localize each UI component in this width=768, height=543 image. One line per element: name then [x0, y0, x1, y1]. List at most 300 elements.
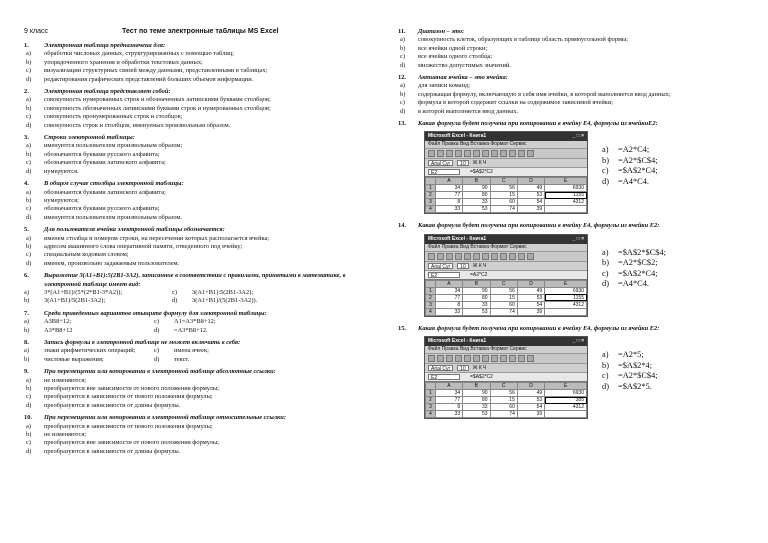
- right-column: [398, 0, 746, 427]
- option-text: обработки числовых данных, структурированных с помощью таблиц;: [44, 50, 234, 58]
- question-heading: [398, 325, 746, 333]
- grid-row: [426, 199, 587, 206]
- question-8: [24, 339, 376, 364]
- answer-option: [24, 159, 376, 167]
- option-text: =A2*$C$4;: [618, 155, 658, 165]
- question: [24, 368, 376, 410]
- row-header: 4: [426, 308, 436, 315]
- question: [24, 88, 376, 130]
- question-text: Электронная таблица предназначена для:: [44, 42, 166, 49]
- answer-option: [602, 156, 658, 167]
- option-letter: d): [400, 61, 406, 69]
- option-text: текст.: [174, 355, 190, 363]
- excel-grid: [425, 382, 587, 418]
- grid-cell: 53: [463, 206, 490, 213]
- column-header: E: [545, 178, 587, 185]
- option-letter: d): [602, 381, 609, 391]
- option-letter: b): [24, 326, 30, 334]
- question-number: 12.: [398, 74, 406, 82]
- window-controls-icon: _ □ ×: [572, 133, 584, 140]
- grid-cell: 74: [490, 308, 517, 315]
- toolbar-button-icon: [500, 355, 507, 362]
- answer-option: [24, 377, 376, 385]
- question: [398, 74, 746, 116]
- question-6: [24, 272, 376, 306]
- answer-option: [602, 258, 666, 269]
- answer-option: [24, 197, 376, 205]
- question-number: 9.: [24, 368, 29, 376]
- option-letter: a): [26, 422, 31, 430]
- column-header-row: [426, 383, 587, 390]
- cell-reference-box: E2: [428, 272, 460, 278]
- answer-option: [24, 235, 376, 243]
- answer-option: [24, 243, 376, 251]
- excel-window: [424, 131, 588, 214]
- option-text: =$A$2*C4;: [618, 166, 658, 176]
- answer-option: [602, 177, 658, 188]
- option-letter: a): [26, 96, 31, 104]
- excel-illustration: [398, 234, 746, 317]
- grid-cell: 80: [463, 192, 490, 199]
- grid-cell: 90: [463, 185, 490, 192]
- option-text: в которой выполняется ввод данных.: [418, 107, 519, 115]
- grid-cell: 33: [435, 206, 462, 213]
- question-number: 3.: [24, 134, 29, 142]
- answer-option: [24, 189, 376, 197]
- question-heading: [24, 339, 376, 347]
- option-text: адресом машинного слова оперативной памяти, отведенного под ячейку;: [44, 242, 243, 250]
- answer-option: [24, 76, 376, 84]
- excel-title: Microsoft Excel - Книга1: [428, 133, 487, 140]
- option-letter: d): [26, 75, 32, 83]
- answer-option: [398, 91, 746, 99]
- option-text: обозначаются буквами русского алфавита;: [44, 150, 160, 158]
- grid-cell: 74: [490, 206, 517, 213]
- corner-cell: [426, 280, 436, 287]
- toolbar-button-icon: [500, 150, 507, 157]
- grid-cell: 53: [517, 192, 544, 199]
- column-header: A: [435, 178, 462, 185]
- grid-cell: 34: [435, 390, 462, 397]
- grid-row: [426, 206, 587, 213]
- grid-cell: 33: [463, 404, 490, 411]
- grid-cell: 15: [490, 294, 517, 301]
- excel-format-bar: [425, 159, 587, 168]
- bold-italic-underline-icon: Ж К Ч: [472, 160, 487, 167]
- option-text: редактирования графических представлений больших объемов информации.: [44, 75, 254, 83]
- option-letter: c): [172, 288, 177, 296]
- grid-cell: 1155: [545, 192, 587, 199]
- option-text: специальным кодовым словом;: [44, 251, 129, 259]
- column-header: E: [545, 383, 587, 390]
- grid-cell: 6930: [545, 287, 587, 294]
- option-letter: b): [26, 196, 32, 204]
- font-size-field: 10: [457, 263, 469, 269]
- excel-title: Microsoft Excel - Книга1: [428, 338, 487, 345]
- toolbar-button-icon: [428, 150, 435, 157]
- answer-grid: [24, 318, 376, 335]
- option-letter: d): [154, 355, 160, 363]
- column-header: A: [435, 280, 462, 287]
- excel-formula-bar: [425, 168, 587, 177]
- option-text: 3*(A1+B1)/(5*(2*B1-3*A2));: [44, 288, 123, 296]
- option-letter: d): [172, 297, 178, 305]
- grid-cell: [545, 411, 587, 418]
- option-text: обозначаются буквами латинского алфавита;: [44, 188, 166, 196]
- grid-cell: 80: [463, 397, 490, 404]
- option-letter: a): [24, 288, 29, 296]
- toolbar-button-icon: [473, 355, 480, 362]
- option-text: =$A$2*5.: [618, 381, 652, 391]
- answer-option: [398, 45, 746, 53]
- answer-option: [398, 36, 746, 44]
- answer-option: [602, 279, 666, 290]
- question-text: Выражение 3(A1+B1):5(2B1-3A2), записанное в соответствии с правилами, принятыми в математике, в электронной таблице имеет вид:: [44, 272, 346, 288]
- answer-option: [24, 113, 376, 121]
- option-text: формула в которой содержит ссылки на содержимое зависимой ячейки;: [418, 99, 614, 107]
- bold-italic-underline-icon: Ж К Ч: [472, 262, 487, 269]
- option-text: именем, произвольно задаваемым пользователем.: [44, 259, 180, 267]
- excel-titlebar: [425, 235, 587, 244]
- grid-cell: [545, 206, 587, 213]
- grid-cell: 385: [545, 397, 587, 404]
- font-name-field: Arial Cyr: [428, 160, 453, 166]
- grid-cell: 60: [490, 199, 517, 206]
- option-text: 3(A1+B1)/(5(2B1-3A2)).: [192, 297, 258, 305]
- option-letter: c): [602, 268, 609, 278]
- option-letter: c): [26, 159, 31, 167]
- toolbar-button-icon: [437, 355, 444, 362]
- option-text: числовые выражения;: [44, 355, 104, 363]
- toolbar-button-icon: [509, 355, 516, 362]
- column-header-row: [426, 280, 587, 287]
- option-text: преобразуются вне зависимости от нового положения формулы;: [44, 439, 219, 447]
- toolbar-button-icon: [446, 253, 453, 260]
- grid-cell: 56: [490, 287, 517, 294]
- toolbar-button-icon: [464, 253, 471, 260]
- option-text: 3(A1+B1):5(2B1-3A2);: [192, 288, 254, 296]
- excel-grid: [425, 177, 587, 213]
- excel-window: [424, 234, 588, 317]
- column-header: C: [490, 178, 517, 185]
- question-heading: [24, 414, 376, 422]
- option-text: не изменяются;: [44, 431, 87, 439]
- toolbar-button-icon: [473, 253, 480, 260]
- toolbar-button-icon: [428, 253, 435, 260]
- option-text: визуализации структурных связей между данными, представленными в таблицах;: [44, 67, 268, 75]
- answer-option: [398, 108, 746, 116]
- toolbar-button-icon: [482, 150, 489, 157]
- option-letter: b): [26, 150, 32, 158]
- option-letter: d): [602, 279, 609, 289]
- answer-option: [602, 269, 666, 280]
- answer-option: [602, 145, 658, 156]
- answer-option: [24, 122, 376, 130]
- grid-cell: 33: [435, 411, 462, 418]
- font-size-field: 10: [457, 160, 469, 166]
- option-text: множество допустимых значений.: [418, 61, 511, 69]
- answer-option: [24, 142, 376, 150]
- option-letter: c): [26, 205, 31, 213]
- answer-option: [24, 50, 376, 58]
- grid-row: [426, 397, 587, 404]
- grid-cell: 80: [463, 294, 490, 301]
- toolbar-button-icon: [482, 355, 489, 362]
- excel-menu-bar: Файл Правка Вид Вставка Формат Сервис: [425, 346, 587, 354]
- option-letter: b): [26, 242, 32, 250]
- grid-row: [426, 301, 587, 308]
- question-heading: [398, 120, 746, 128]
- question-number: 1.: [24, 42, 29, 49]
- option-letter: c): [26, 113, 31, 121]
- option-letter: a): [400, 36, 405, 44]
- excel-formula-bar: [425, 373, 587, 382]
- formula-text: =A2*C2: [470, 271, 488, 278]
- option-letter: b): [24, 297, 30, 305]
- toolbar-button-icon: [491, 253, 498, 260]
- option-letter: c): [26, 67, 31, 75]
- excel-titlebar: [425, 337, 587, 346]
- answer-option: [24, 105, 376, 113]
- row-header: 3: [426, 301, 436, 308]
- option-text: имена ячеек;: [174, 347, 209, 355]
- option-text: =A4*C4.: [618, 176, 650, 186]
- column-header: E: [545, 280, 587, 287]
- option-letter: a): [602, 350, 609, 360]
- question-heading: [24, 180, 376, 188]
- option-letter: b): [602, 155, 609, 165]
- option-text: содержащая формулу, включающую в себя имя ячейки, в которой выполняется ввод данных;: [418, 90, 671, 98]
- question-heading: [24, 226, 376, 234]
- excel-toolbar: [425, 354, 587, 364]
- window-controls-icon: _ □ ×: [572, 338, 584, 345]
- column-header: B: [463, 280, 490, 287]
- grid-row: [426, 390, 587, 397]
- option-letter: d): [26, 401, 32, 409]
- row-header: 2: [426, 294, 436, 301]
- toolbar-button-icon: [446, 150, 453, 157]
- grid-cell: 77: [435, 397, 462, 404]
- excel-format-bar: [425, 364, 587, 373]
- grid-row: [426, 404, 587, 411]
- grid-row: [426, 411, 587, 418]
- answer-option: [24, 439, 376, 447]
- row-header: 2: [426, 192, 436, 199]
- option-text: 3(A1+B1)/5(2B1-3A2);: [44, 297, 106, 305]
- excel-formula-bar: [425, 271, 587, 280]
- option-text: нумеруются.: [44, 167, 79, 175]
- grid-cell: 56: [490, 390, 517, 397]
- grid-cell: 33: [463, 199, 490, 206]
- grid-cell: 60: [490, 404, 517, 411]
- option-letter: c): [602, 371, 609, 381]
- answer-option: [24, 393, 376, 401]
- toolbar-button-icon: [464, 355, 471, 362]
- column-header: B: [463, 178, 490, 185]
- answer-grid: [24, 289, 376, 306]
- option-letter: d): [26, 447, 32, 455]
- grid-cell: 4312: [545, 404, 587, 411]
- option-text: A1=A3*B8+12;: [174, 318, 216, 326]
- question-text: Запись формулы в электронной таблице не может включать в себя:: [44, 339, 241, 346]
- grid-cell: 60: [490, 301, 517, 308]
- question-number: 4.: [24, 180, 29, 188]
- excel-window: [424, 336, 588, 419]
- question-number: 15.: [398, 324, 406, 332]
- toolbar-button-icon: [527, 150, 534, 157]
- grid-cell: 15: [490, 192, 517, 199]
- question-text: При перемещении или копировании в электронной таблице относительные ссылки:: [44, 414, 286, 422]
- grid-cell: 8: [435, 199, 462, 206]
- row-header: 2: [426, 397, 436, 404]
- answer-option: [398, 82, 746, 90]
- row-header: 1: [426, 185, 436, 192]
- row-header: 3: [426, 199, 436, 206]
- question-7: [24, 310, 376, 335]
- column-header: C: [490, 280, 517, 287]
- question-number: 8.: [24, 339, 29, 346]
- grid-row: [426, 308, 587, 315]
- question-text: При перемещении или копировании в электронной таблице абсолютные ссылки:: [44, 368, 276, 376]
- toolbar-button-icon: [518, 355, 525, 362]
- grid-cell: 33: [463, 301, 490, 308]
- grid-cell: 8: [435, 301, 462, 308]
- option-text: =A2*$C$4;: [618, 371, 658, 381]
- question-number: 2.: [24, 88, 29, 96]
- option-text: все ячейки одного столбца;: [418, 53, 493, 61]
- option-text: совокупность строк и столбцов, именуемых произвольным образом.: [44, 121, 231, 129]
- option-letter: a): [26, 188, 31, 196]
- option-letter: b): [602, 258, 609, 268]
- toolbar-button-icon: [509, 253, 516, 260]
- option-letter: c): [400, 99, 405, 107]
- toolbar-button-icon: [437, 253, 444, 260]
- answer-option: [602, 166, 658, 177]
- answer-option: [24, 168, 376, 176]
- page-title: Тест по теме электронные таблицы MS Excel: [122, 28, 279, 35]
- grid-row: [426, 287, 587, 294]
- option-letter: a): [26, 142, 31, 150]
- font-name-field: Arial Cyr: [428, 263, 453, 269]
- question-text: Для пользователя ячейка электронной таблицы обозначается:: [44, 226, 225, 234]
- toolbar-button-icon: [491, 355, 498, 362]
- question: [24, 42, 376, 84]
- question-number: 7.: [24, 309, 29, 317]
- option-letter: d): [26, 167, 32, 175]
- answer-option: [602, 382, 658, 393]
- option-text: преобразуются в зависимости от длины формулы.: [44, 401, 181, 409]
- answer-option: [398, 53, 746, 61]
- grid-cell: 54: [517, 301, 544, 308]
- option-text: преобразуются в зависимости от нового положения формулы;: [44, 422, 213, 430]
- answer-option: [24, 402, 376, 410]
- option-letter: d): [400, 107, 406, 115]
- question-text: Какая формула будет получена при копировании в ячейку E4, формулы из ячейки E2:: [418, 222, 660, 230]
- option-letter: a): [24, 347, 29, 355]
- grid-cell: 49: [517, 390, 544, 397]
- grid-cell: 90: [463, 287, 490, 294]
- option-text: =A2*5;: [618, 350, 644, 360]
- option-text: преобразуются в зависимости от длины формулы.: [44, 447, 181, 455]
- answer-option: [24, 260, 376, 268]
- option-text: =$A$2*$C$4;: [618, 247, 666, 257]
- cell-reference-box: E2: [428, 169, 460, 175]
- grid-cell: 4312: [545, 199, 587, 206]
- option-text: преобразуются в зависимости от нового положения формулы;: [44, 393, 213, 401]
- question-text: Строки электронной таблицы:: [44, 134, 135, 142]
- option-text: совокупность пронумерованных строк и столбцов;: [44, 113, 183, 121]
- excel-question: [398, 222, 746, 316]
- column-header: C: [490, 383, 517, 390]
- question-heading: [398, 28, 746, 36]
- answer-option: [24, 67, 376, 75]
- option-letter: c): [26, 251, 31, 259]
- grid-row: [426, 192, 587, 199]
- column-header: D: [517, 280, 544, 287]
- toolbar-button-icon: [482, 253, 489, 260]
- question-number: 6.: [24, 272, 29, 280]
- option-text: совокупность обозначенных латинскими буквами строк и нумерованных столбцов;: [44, 104, 271, 112]
- option-letter: b): [400, 44, 406, 52]
- answer-options: [602, 145, 658, 187]
- question-heading: [24, 272, 376, 289]
- answer-options: [602, 350, 658, 392]
- toolbar-button-icon: [491, 150, 498, 157]
- toolbar-button-icon: [509, 150, 516, 157]
- formula-text: =$A$2*C2: [470, 169, 493, 176]
- answer-option: [602, 350, 658, 361]
- option-text: =$A$2*4;: [618, 360, 653, 370]
- row-header: 4: [426, 411, 436, 418]
- window-controls-icon: _ □ ×: [572, 235, 584, 242]
- grid-cell: 6930: [545, 185, 587, 192]
- option-text: =A2*$C$2;: [618, 258, 658, 268]
- column-header: D: [517, 178, 544, 185]
- option-letter: c): [26, 393, 31, 401]
- question-text: Какая формула будет получена при копировании в ячейку E4, формулы из ячейкиE2:: [418, 120, 658, 128]
- question-text: Среди приведенных вариантов отыщите формулу для электронной таблицы:: [44, 309, 267, 317]
- grid-cell: 56: [490, 185, 517, 192]
- option-letter: d): [26, 213, 32, 221]
- answer-option: [602, 248, 666, 259]
- option-letter: b): [26, 58, 32, 66]
- grade-label: 9 класс: [24, 28, 48, 35]
- option-letter: c): [602, 166, 609, 176]
- column-header-row: [426, 178, 587, 185]
- question-number: 13.: [398, 120, 406, 128]
- option-letter: c): [154, 318, 159, 326]
- corner-cell: [426, 178, 436, 185]
- answer-option: [602, 371, 658, 382]
- question-heading: [398, 74, 746, 82]
- grid-cell: 53: [517, 397, 544, 404]
- bold-italic-underline-icon: Ж К Ч: [472, 365, 487, 372]
- excel-illustration: [398, 336, 746, 419]
- question-heading: [398, 222, 746, 230]
- excel-toolbar: [425, 252, 587, 262]
- grid-cell: 4312: [545, 301, 587, 308]
- option-text: знаки арифметических операций;: [44, 347, 136, 355]
- answer-option: [24, 96, 376, 104]
- option-letter: a): [602, 145, 609, 155]
- row-header: 4: [426, 206, 436, 213]
- grid-cell: 53: [517, 294, 544, 301]
- answer-option: [24, 448, 376, 456]
- corner-cell: [426, 383, 436, 390]
- question-text: Какая формула будет получена при копировании в ячейку E4, формулы из ячейки E2:: [418, 324, 660, 332]
- answer-option: [24, 385, 376, 393]
- formula-text: =$A$2*C2: [470, 374, 493, 381]
